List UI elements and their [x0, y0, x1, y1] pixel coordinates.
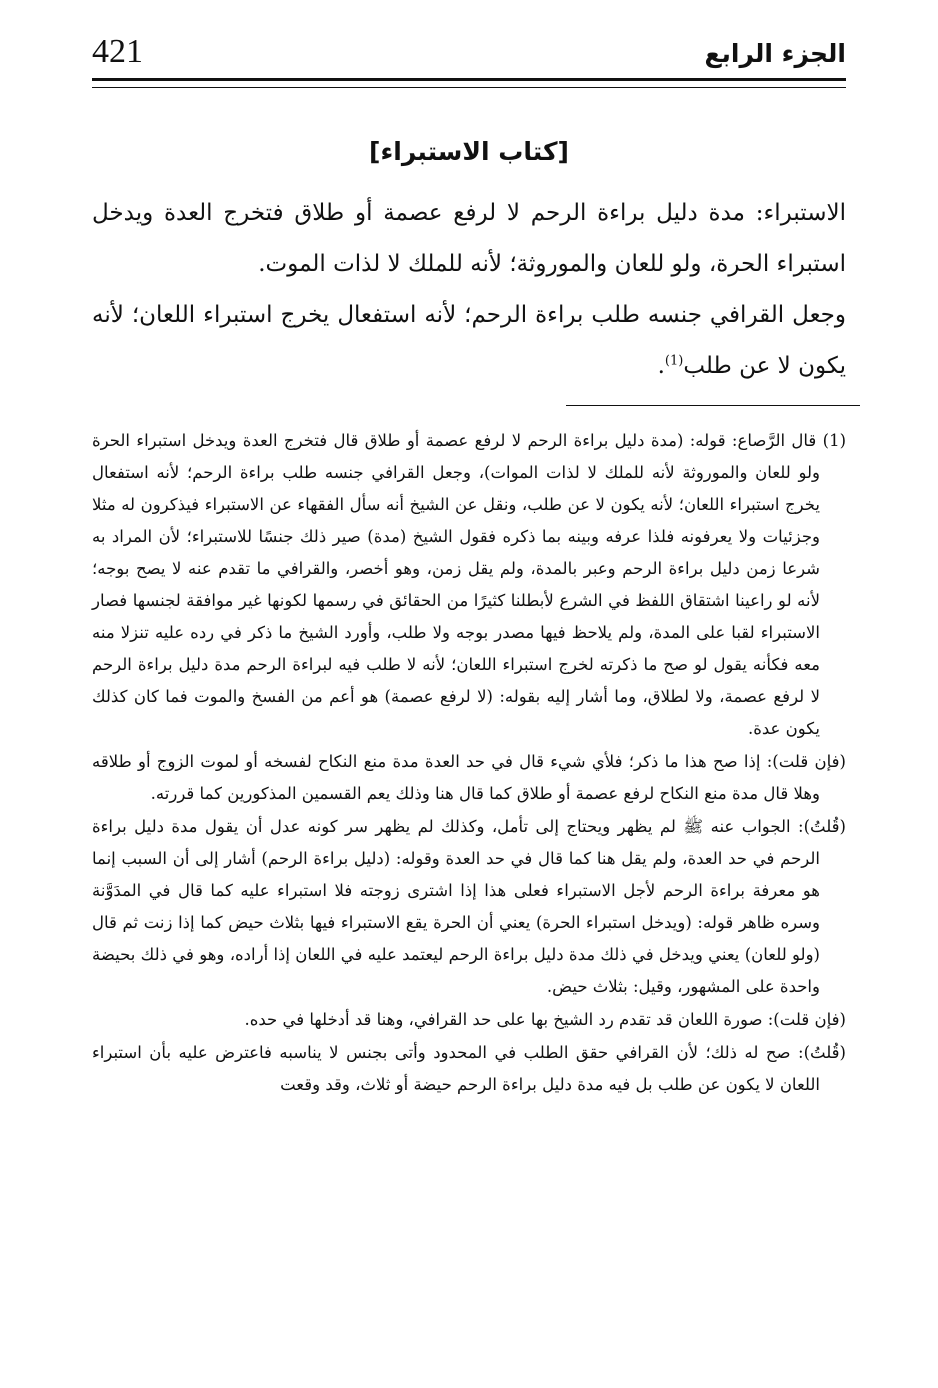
main-paragraph-2-text: وجعل القرافي جنسه طلب براءة الرحم؛ لأنه استفعال يخرج استبراء اللعان؛ لأنه يكون لا عن طلب	[92, 302, 846, 379]
footnotes	[92, 425, 846, 1101]
page-header	[92, 22, 846, 86]
main-text	[92, 188, 846, 392]
footnote-1: (1) قال الرَّصاع: قوله: (مدة دليل براءة الرحم لا لرفع عصمة أو طلاق قال فتخرج العدة ويدخل استبراء الحرة ولو للعان والموروثة لأنه للملك لا لذات الموات)، وجعل القرافي جنسه طلب براءة الرحم؛ لأنه استفعال يخرج استبراء اللعان؛ لأنه يكون لا عن طلب، ونقل عن الشيخ أنه سأل الفقهاء عن الاستبراء فيذكرون له مثلا وجزئيات ولا يعرفونه فلذا عرفه وبينه بما ذكره فقول الشيخ (مدة) صير ذلك جنسًا للاستبراء؛ لأن المراد به شرعا زمن دليل براءة الرحم وعبر بالمدة، ولم يقل زمن، وهو أخصر، والقرافي ما تقدم عنه لا يصح بوجه؛ لأنه لو راعينا اشتقاق اللفظ في الشرع لأبطلنا كثيرًا من الحقائق في رسمها لكونها غير موافقة لجنسها فصار الاستبراء لقبا على المدة، ولم يلاحظ فيها مصدر بوجه ولا طلب، وأورد الشيخ ما ذكر في رده عليه تنزلا منه معه فكأنه يقول لو صح ما ذكرته لخرج استبراء اللعان؛ لأنه لا طلب فيه لبراءة الرحم مدة دليل براءة الرحم لا لرفع عصمة، ولا لطلاق، وما أشار إليه بقوله: (لا لرفع عصمة) هو أعم من الفسخ والموت فما كان كذلك يكون عدة.	[92, 431, 846, 738]
footnote-answer-1: (قُلتُ): الجواب عنه ﷺ لم يظهر ويحتاج إلى تأمل، وكذلك لم يظهر سر كونه عدل أن يقول مدة دليل براءة الرحم في حد العدة، ولم يقل هنا كما قال في حد العدة وقوله: (دليل براءة الرحم) أشار إلى أن السبب إنما هو معرفة براءة الرحم لأجل الاستبراء فعلى هذا إذا اشترى زوجته فلا استبراء عليه كما قال في المدَوَّنة وسره ظاهر قوله: (ويدخل استبراء الحرة) يعني أن الحرة يقع الاستبراء فيها بثلاث حيض كما إذا زنت ثم قال (ولو للعان) يعني ويدخل في ذلك مدة دليل براءة الرحم ليعتمد عليه في اللعان إذا أراده، وهو في ذلك بحيضة واحدة على المشهور، وقيل: بثلاث حيض.	[92, 817, 846, 996]
chapter-title: [كتاب الاستبراء]	[369, 137, 569, 166]
footnote-question-2: (فإن قلت): صورة اللعان قد تقدم رد الشيخ بها على حد القرافي، وهنا قد أدخلها في حده.	[244, 1010, 846, 1029]
page-number: 421	[92, 33, 143, 70]
main-paragraph-2	[92, 290, 846, 392]
main-paragraph-1: الاستبراء: مدة دليل براءة الرحم لا لرفع عصمة أو طلاق فتخرج العدة ويدخل استبراء الحرة، ولو للعان والموروثة؛ لأنه للملك لا لذات الموت.	[92, 200, 846, 277]
footnote-question-1: (فإن قلت): إذا صح هذا ما ذكر؛ فلأي شيء قال في حد العدة مدة منع النكاح لفسخه أو لموت الزوج أو طلاقه وهلا قال مدة منع النكاح لرفع عصمة أو طلاق كما قال هنا وذلك يعم القسمين المذكورين كما قررته.	[92, 752, 846, 803]
paragraph-end-punctuation: .	[657, 353, 665, 379]
footnote-separator	[566, 405, 860, 406]
header-rule	[92, 78, 846, 88]
footnote-answer-2: (قُلتُ): صح له ذلك؛ لأن القرافي حقق الطلب في المحدود وأتى بجنس لا يناسبه فاعترض عليه بأن استبراء اللعان لا يكون عن طلب بل فيه مدة دليل براءة الرحم حيضة أو ثلاث، وقد وقعت	[92, 1043, 846, 1094]
footnote-reference[interactable]: (1)	[664, 353, 684, 369]
running-title: الجزء الرابع	[704, 39, 846, 68]
